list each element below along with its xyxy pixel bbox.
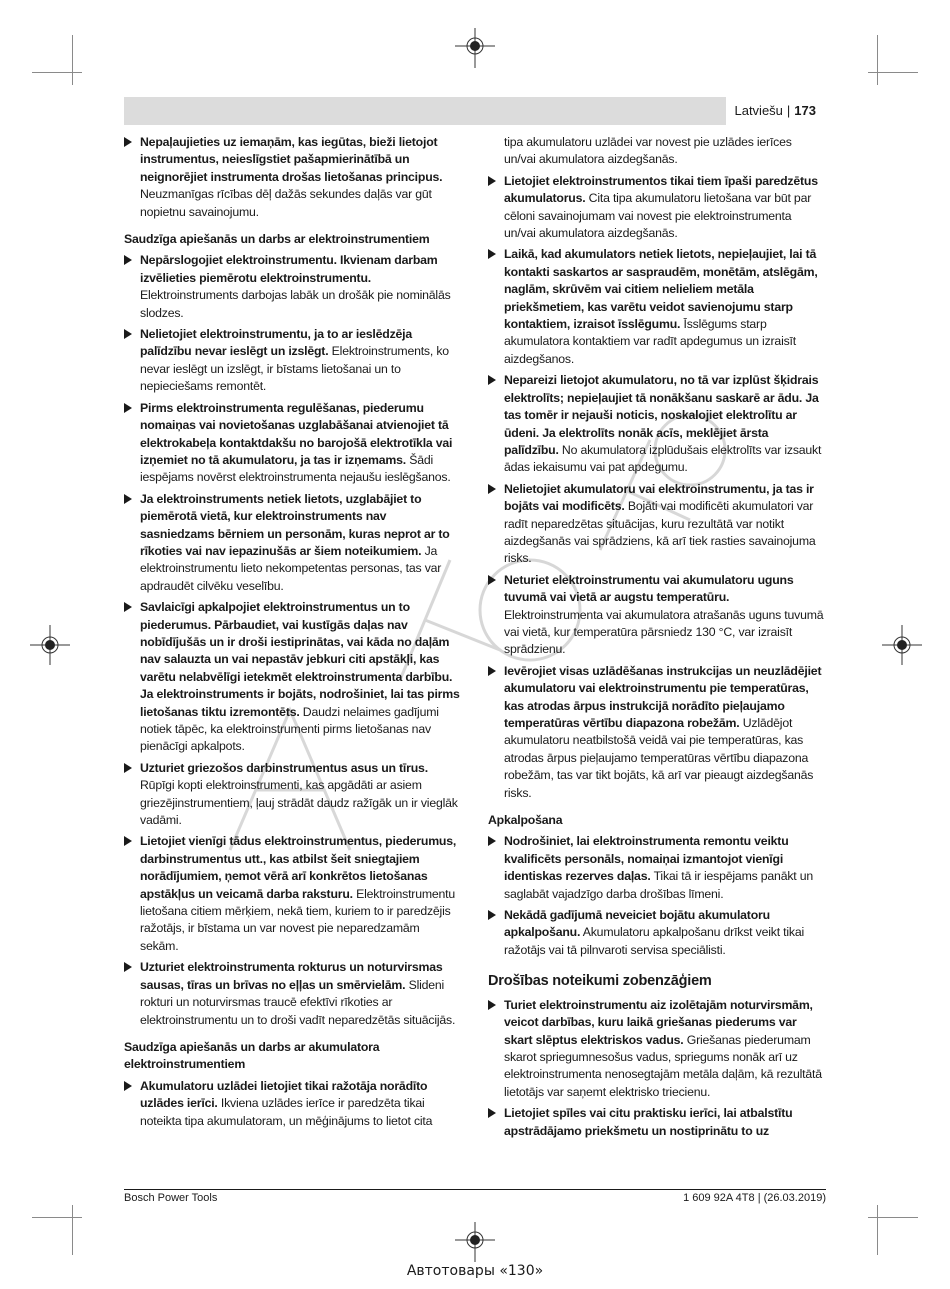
crop-mark bbox=[877, 35, 878, 85]
list-item bbox=[488, 173, 826, 243]
item-bold-text: Savlaicīgi apkalpojiet elektroinstrumentus un to piederumus. Pārbaudiet, vai kustīgās daļas nav nobīdījušās un ir droši iestiprinātas, vai kāda no daļām nav salauzta un vai nepastāv jebkuri citi apstākļi, kas varētu nelabvēlīgi ietekmēt elektroinstrumenta darbību. Ja elektroinstruments ir bojāts, nodrošiniet, lai tas pirms lietošanas tiktu izremontēts. bbox=[140, 600, 460, 719]
item-bold-text: Uzturiet griezošos darbinstrumentus asus un tīrus. bbox=[140, 760, 428, 775]
item-text: Ikviena uzlādes ierīce ir paredzēta tikai noteikta tipa akumulatoram, un mēģinājums to lietot cita bbox=[140, 1096, 433, 1128]
item-text: No akumulatora izplūdušais elektrolīts var izsaukt ādas iekaisumu vai pat apdegumu. bbox=[504, 442, 822, 475]
section-heading: Drošības noteikumi zobenzāģiem bbox=[488, 973, 712, 990]
bullet-triangle-icon bbox=[488, 575, 496, 585]
item-text: Akumulatoru apkalpošanu drīkst veikt tikai ražotājs vai tā pilnvaroti servisa speciālisti. bbox=[504, 925, 804, 957]
crop-mark bbox=[32, 1217, 82, 1218]
item-text: Elektroinstruments, ko nevar ieslēgt un izslēgt, ir bīstams lietošanai un to nepieciešams remontēt. bbox=[140, 344, 449, 394]
registration-mark-right bbox=[882, 625, 922, 665]
registration-mark-left bbox=[30, 625, 70, 665]
bullet-triangle-icon bbox=[124, 403, 132, 413]
list-item bbox=[124, 599, 460, 756]
bullet-triangle-icon bbox=[488, 1000, 496, 1010]
bullet-triangle-icon bbox=[488, 249, 496, 259]
list-item bbox=[488, 907, 826, 959]
list-item bbox=[488, 372, 826, 476]
list-item bbox=[488, 833, 826, 903]
section-title: Apkalpošana bbox=[488, 813, 563, 828]
crop-mark bbox=[32, 72, 82, 73]
list-item bbox=[124, 760, 460, 830]
crop-mark bbox=[877, 1205, 878, 1255]
list-item bbox=[488, 246, 826, 368]
list-item bbox=[124, 400, 460, 487]
item-text: Daudzi nelaimes gadījumi notiek tāpēc, ka elektroinstrumenti pirms lietošanas nav pienācīgi apkalpots. bbox=[140, 704, 439, 754]
page-number: 173 bbox=[794, 103, 816, 118]
registration-mark-bottom bbox=[455, 1222, 495, 1262]
list-item bbox=[488, 572, 826, 659]
item-text: Bojāti vai modificēti akumulatori var radīt neparedzētas situācijas, kuru rezultātā var notikt aizdegšanās vai sprādziens, kā arī tiek rasties savainojuma risks. bbox=[504, 499, 816, 566]
item-bold-text: Lietojiet spīles vai citu praktisku ierīci, lai atbalstītu apstrādājamo priekšmetu un nostiprinātu to uz bbox=[504, 1106, 793, 1138]
item-text: Tikai tā ir iespējams panākt un saglabāt vajadzīgo darba drošības līmeni. bbox=[504, 869, 813, 901]
bullet-triangle-icon bbox=[124, 836, 132, 846]
list-item bbox=[124, 1078, 460, 1130]
item-bold-text: Neturiet elektroinstrumentu vai akumulatoru uguns tuvumā vai vietā ar augstu temperatūru. bbox=[504, 572, 794, 605]
footer-brand: Bosch Power Tools bbox=[124, 1192, 218, 1204]
list-item bbox=[488, 481, 826, 568]
header-bar bbox=[124, 97, 826, 125]
item-bold-text: Pirms elektroinstrumenta regulēšanas, piederumu nomaiņas vai novietošanas uzglabāšanai atvienojiet tā elektrokabeļa kontaktdakšu no barojošā elektrotīkla vai izņemiet no tā akumulatoru, ja tas ir izņemams. bbox=[140, 400, 453, 467]
bottom-caption: Автотовары «130» bbox=[406, 1263, 544, 1279]
item-bold-text: Nelietojiet elektroinstrumentu, ja to ar ieslēdzēja palīdzību nevar ieslēgt un izslēgt. bbox=[140, 327, 413, 359]
item-bold-text: Nodrošiniet, lai elektroinstrumenta remontu veiktu kvalificēts personāls, nomaiņai izmantojot vienīgi identiskas rezerves daļas. bbox=[504, 834, 789, 884]
item-text: Elektroinstruments darbojas labāk un drošāk pie nominālās slodzes. bbox=[140, 288, 451, 320]
item-text: Griešanas piederumam skarot spriegumnesošus vadus, spriegums nonāk arī uz elektroinstrumenta nenosegtajām metāla daļām, kā rezultātā lietotājs var saņemt elektrisko triecienu. bbox=[504, 1032, 822, 1099]
item-text: Ja elektroinstrumentu lieto nekompetentas personas, tas var apdraudēt cilvēku veselību. bbox=[140, 543, 442, 593]
item-bold-text: Nepareizi lietojot akumulatoru, no tā var izplūst šķidrais elektrolīts; nepieļaujiet tā nonākšanu saskarē ar ādu. Ja tas tomēr ir nejauši noticis, noskalojiet elektrolītu ar ūdeni. Ja elektrolīts nonāk acīs, meklējiet ārsta palīdzību. bbox=[504, 373, 819, 457]
item-text: Elektroinstrumenta vai akumulatora atrašanās uguns tuvumā vai vietā, kur temperatūra pārsniedz 130 °C, var izraisīt sprādzienu. bbox=[504, 607, 824, 657]
crop-mark bbox=[868, 72, 918, 73]
bullet-triangle-icon bbox=[488, 375, 496, 385]
list-item bbox=[488, 1105, 826, 1140]
registration-mark-top bbox=[455, 28, 495, 68]
item-bold-text: Lietojiet vienīgi tādus elektroinstrumentus, piederumus, darbinstrumentus utt., kas atbilst šeit sniegtajiem norādījumiem, ņemot vērā arī konkrētos lietošanas apstākļus un veicamā darba raksturu. bbox=[140, 834, 457, 901]
bullet-triangle-icon bbox=[488, 1108, 496, 1118]
item-text: Elektroinstrumentu lietošana citiem mērķiem, nekā tiem, kuriem to ir paredzējis ražotājs, ir bīstama un var novest pie neparedzamām sekām. bbox=[140, 886, 456, 953]
list-item bbox=[488, 663, 826, 802]
section-title: Saudzīga apiešanās un darbs ar elektroinstrumentiem bbox=[124, 232, 430, 247]
section-title: Saudzīga apiešanās un darbs ar akumulatora elektroinstrumentiem bbox=[124, 1039, 380, 1072]
item-text: Rūpīgi kopti elektroinstrumenti, kas apgādāti ar asiem griezējinstrumentiem, ļauj strādāt daudz ražīgāk un ir vieglāk vadāmi. bbox=[140, 778, 458, 828]
header-language: Latviešu bbox=[734, 103, 783, 118]
bullet-triangle-icon bbox=[488, 836, 496, 846]
crop-mark bbox=[72, 35, 73, 85]
bullet-triangle-icon bbox=[488, 910, 496, 920]
list-item bbox=[124, 833, 460, 955]
list-item bbox=[124, 134, 460, 221]
crop-mark bbox=[868, 1217, 918, 1218]
bullet-triangle-icon bbox=[488, 484, 496, 494]
bullet-triangle-icon bbox=[124, 329, 132, 339]
bullet-triangle-icon bbox=[124, 602, 132, 612]
bullet-triangle-icon bbox=[124, 763, 132, 773]
list-item bbox=[124, 491, 460, 595]
list-item bbox=[124, 326, 460, 396]
footer-doc-number: 1 609 92A 4T8 | (26.03.2019) bbox=[683, 1192, 826, 1204]
right-column bbox=[488, 134, 826, 1144]
bullet-triangle-icon bbox=[124, 137, 132, 147]
bullet-triangle-icon bbox=[124, 962, 132, 972]
continuation-text: tipa akumulatoru uzlādei var novest pie uzlādes ierīces un/vai akumulatora aizdegšanās. bbox=[504, 135, 792, 167]
bullet-triangle-icon bbox=[488, 666, 496, 676]
item-bold-text: Ja elektroinstruments netiek lietots, uzglabājiet to piemērotā vietā, kur elektroinstruments nav sasniedzams bērniem un personām, kuras neprot ar to rīkoties vai nav iepazinušās ar šiem noteikumiem. bbox=[140, 491, 450, 558]
item-text: Īsslēgums starp akumulatora kontaktiem var radīt apdegumus un izraisīt aizdegšanos. bbox=[504, 317, 796, 366]
item-bold-text: Ievērojiet visas uzlādēšanas instrukcijas un neuzlādējiet akumulatoru vai elektroinstrumentu pie temperatūras, kas atrodas ārpus instrukcijā norādīto pieļaujamo temperatūras vērtību diapazona robežām. bbox=[504, 663, 822, 730]
item-text: Cita tipa akumulatoru lietošana var būt par cēloni savainojumam vai novest pie elektroinstrumenta un/vai akumulatora aizdegšanās. bbox=[504, 191, 812, 241]
bullet-triangle-icon bbox=[124, 255, 132, 265]
crop-mark bbox=[72, 1205, 73, 1255]
running-header bbox=[726, 97, 826, 125]
item-bold-text: Nepaļaujieties uz iemaņām, kas iegūtas, bieži lietojot instrumentus, neieslīgstiet pašapmierinātībā un neignorējiet instrumenta drošas lietošanas principus. bbox=[140, 135, 443, 184]
item-bold-text: Uzturiet elektroinstrumenta rokturus un noturvirsmas sausas, tīras un brīvas no eļļas un smērvielām. bbox=[140, 960, 443, 992]
header-separator: | bbox=[786, 103, 791, 118]
item-bold-text: Nelietojiet akumulatoru vai elektroinstrumentu, ja tas ir bojāts vai modificēts. bbox=[504, 481, 814, 514]
item-bold-text: Turiet elektroinstrumentu aiz izolētajām noturvirsmām, veicot darbības, kuru laikā griešanas piederums var skart slēptus elektriskos vadus. bbox=[504, 997, 813, 1047]
footer-rule bbox=[124, 1189, 826, 1190]
item-bold-text: Laikā, kad akumulators netiek lietots, nepieļaujiet, lai tā kontakti saskartos ar saspraudēm, monētām, atslēgām, naglām, skrūvēm vai citiem nelieliem metāla priekšmetiem, kas varētu veidot savienojumu starp kontaktiem, izraisot īsslēgumu. bbox=[504, 247, 818, 332]
bullet-triangle-icon bbox=[124, 494, 132, 504]
list-item bbox=[124, 252, 460, 322]
item-bold-text: Akumulatoru uzlādei lietojiet tikai ražotāja norādīto uzlādes ierīci. bbox=[140, 1078, 428, 1111]
list-item bbox=[124, 959, 460, 1029]
item-text: Uzlādējot akumulatoru neatbilstošā veidā vai pie temperatūras, kas atrodas ārpus pieļaujamo temperatūras vērtību diapazona robežām, tas var tikt bojāts, kā arī var pieaugt aizdegšanās risks. bbox=[504, 716, 814, 800]
list-item bbox=[488, 997, 826, 1101]
bullet-triangle-icon bbox=[124, 1081, 132, 1091]
item-text: Slideni rokturi un noturvirsmas traucē efektīvi rīkoties ar elektroinstrumentu un to droši vadīt neparedzētās situācijās. bbox=[140, 977, 456, 1027]
bullet-triangle-icon bbox=[488, 176, 496, 186]
item-bold-text: Lietojiet elektroinstrumentos tikai tiem īpaši paredzētus akumulatorus. bbox=[504, 173, 818, 206]
item-bold-text: Nepārslogojiet elektroinstrumentu. Ikvienam darbam izvēlieties piemērotu elektroinstrumentu. bbox=[140, 253, 438, 285]
item-text: Neuzmanīgas rīcības dēļ dažās sekundes daļās var gūt nopietnu savainojumu. bbox=[140, 187, 432, 219]
item-text: Šādi iespējams novērst elektroinstrumenta nejaušu ieslēgšanos. bbox=[140, 452, 451, 485]
left-column bbox=[124, 134, 460, 1134]
item-bold-text: Nekādā gadījumā neveiciet bojātu akumulatoru apkalpošanu. bbox=[504, 908, 770, 940]
